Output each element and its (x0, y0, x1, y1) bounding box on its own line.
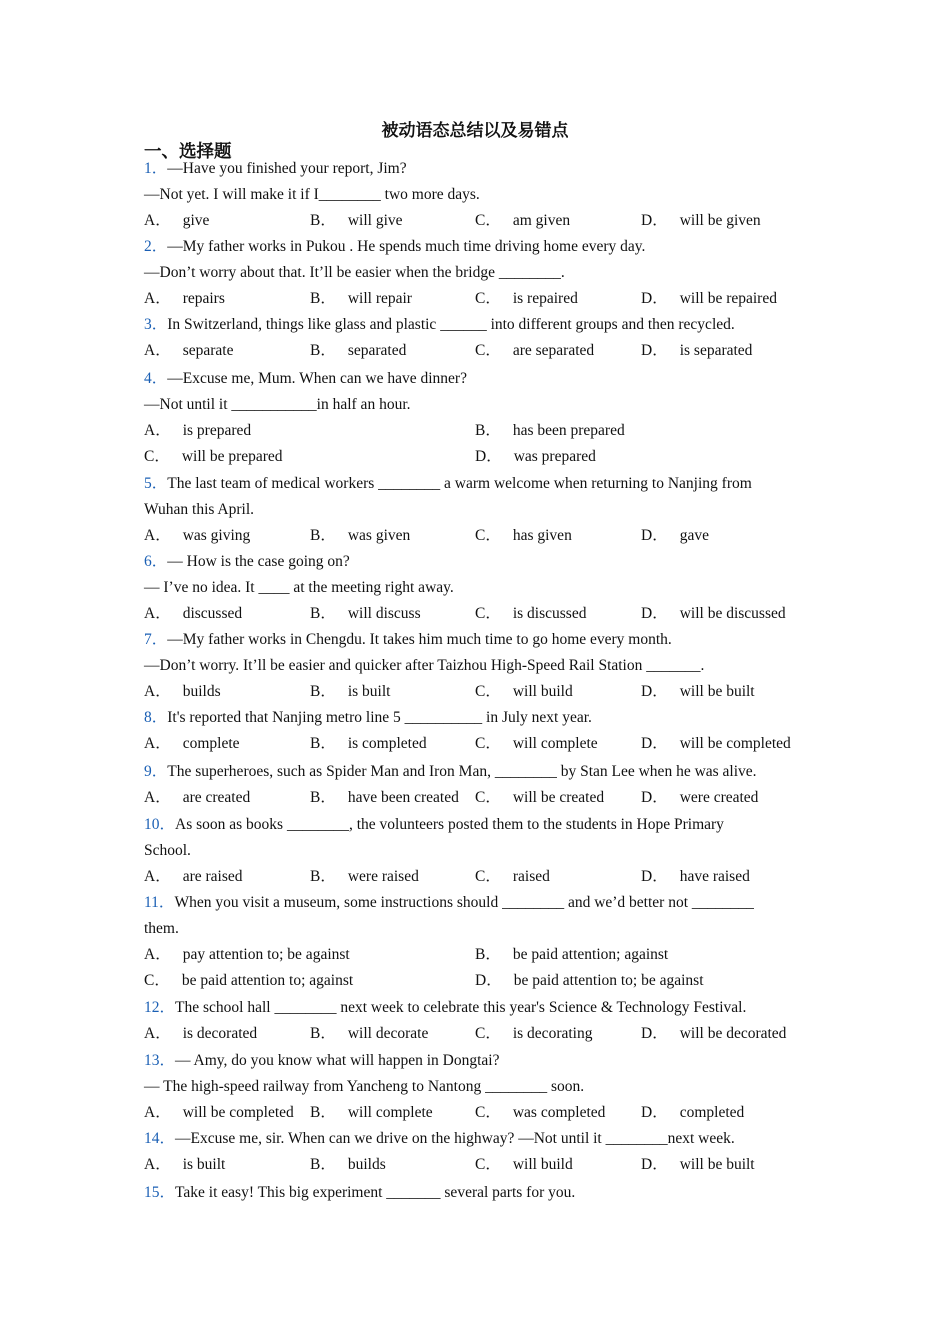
option-b[interactable] (475, 418, 625, 444)
option-text: be paid attention to; against (181, 972, 354, 989)
option-letter: D． (641, 290, 668, 307)
option-letter: D． (641, 1025, 668, 1042)
option-letter: A． (144, 735, 171, 752)
option-letter: B． (310, 683, 336, 700)
option-letter: C． (475, 342, 501, 359)
option-c[interactable] (475, 208, 570, 234)
option-b[interactable] (310, 1152, 386, 1178)
document-title: 被动语态总结以及易错点 (381, 121, 569, 141)
option-d[interactable] (641, 679, 755, 705)
question-number: 2． (144, 238, 168, 255)
question-text: In Switzerland, things like glass and plastic ______ into different groups and then recycled. (167, 316, 735, 333)
option-c[interactable] (475, 286, 578, 312)
option-b[interactable] (310, 1021, 428, 1047)
option-d[interactable] (641, 286, 777, 312)
option-letter: D． (641, 735, 668, 752)
question-text: — I’ve no idea. It ____ at the meeting right away. (144, 579, 454, 596)
question-number: 10． (144, 816, 176, 833)
question-1 (144, 156, 824, 234)
options-row (144, 679, 824, 705)
question-3 (144, 312, 824, 364)
option-text: will build (512, 1156, 573, 1173)
question-line (144, 497, 824, 523)
option-letter: B． (310, 290, 336, 307)
question-text: Wuhan this April. (144, 501, 255, 518)
question-14 (144, 1126, 824, 1178)
option-a[interactable] (144, 1152, 225, 1178)
question-text: — Amy, do you know what will happen in Dongtai? (175, 1052, 500, 1069)
option-letter: C． (475, 605, 501, 622)
option-text: separate (182, 342, 234, 359)
option-text: have been created (347, 789, 459, 806)
option-text: complete (182, 735, 240, 752)
question-line (144, 1180, 824, 1206)
option-b[interactable] (310, 286, 412, 312)
question-line (144, 1074, 824, 1100)
option-letter: C． (475, 683, 501, 700)
option-text: is decorated (182, 1025, 258, 1042)
option-text: give (182, 212, 210, 229)
option-letter: A． (144, 683, 171, 700)
question-13 (144, 1048, 824, 1126)
option-text: was completed (512, 1104, 606, 1121)
option-letter: A． (144, 1156, 171, 1173)
option-letter: D． (641, 342, 668, 359)
question-line (144, 653, 824, 679)
option-letter: B． (310, 605, 336, 622)
option-letter: B． (310, 868, 336, 885)
option-text: will be repaired (679, 290, 777, 307)
option-a[interactable] (144, 785, 250, 811)
option-letter: A． (144, 789, 171, 806)
option-text: gave (679, 527, 709, 544)
option-letter: A． (144, 605, 171, 622)
question-text: When you visit a museum, some instructions should ________ and we’d better not ________ (174, 894, 754, 911)
question-number: 6． (144, 553, 168, 570)
option-d[interactable] (475, 968, 704, 994)
question-number: 11． (144, 894, 175, 911)
option-text: will be given (679, 212, 761, 229)
option-a[interactable] (144, 1021, 257, 1047)
option-b[interactable] (475, 942, 668, 968)
option-text: has been prepared (512, 422, 625, 439)
option-letter: D． (641, 527, 668, 544)
options-row (144, 444, 824, 470)
option-text: be paid attention; against (512, 946, 669, 963)
question-line (144, 705, 824, 731)
option-text: will be decorated (679, 1025, 787, 1042)
option-letter: A． (144, 212, 171, 229)
question-line (144, 392, 824, 418)
options-row (144, 523, 824, 549)
option-letter: C． (475, 789, 501, 806)
option-a[interactable] (144, 679, 221, 705)
option-text: is completed (347, 735, 427, 752)
option-text: will give (347, 212, 403, 229)
option-letter: C． (475, 1104, 501, 1121)
options-row (144, 731, 824, 757)
question-line (144, 549, 824, 575)
section-heading: 一、选择题 (144, 142, 232, 162)
question-line (144, 890, 824, 916)
question-text: — How is the case going on? (167, 553, 350, 570)
option-c[interactable] (475, 864, 550, 890)
option-letter: D． (641, 1156, 668, 1173)
question-text: The last team of medical workers ________ a warm welcome when returning to Nanjing from (167, 475, 752, 492)
option-text: discussed (182, 605, 243, 622)
question-line (144, 916, 824, 942)
option-c[interactable] (475, 523, 572, 549)
question-number: 5． (144, 475, 168, 492)
question-text: The superheroes, such as Spider Man and Iron Man, ________ by Stan Lee when he was alive. (167, 763, 757, 780)
option-letter: C． (144, 972, 170, 989)
question-text: —Have you finished your report, Jim? (167, 160, 407, 177)
option-a[interactable] (144, 338, 233, 364)
option-letter: D． (475, 972, 502, 989)
option-text: is built (182, 1156, 226, 1173)
question-number: 4． (144, 370, 168, 387)
option-b[interactable] (310, 1100, 433, 1126)
question-text: —Don’t worry about that. It’ll be easier when the bridge ________. (144, 264, 565, 281)
question-5 (144, 471, 824, 549)
option-letter: A． (144, 422, 171, 439)
option-letter: A． (144, 527, 171, 544)
question-line (144, 1048, 824, 1074)
option-b[interactable] (310, 338, 406, 364)
option-letter: B． (310, 735, 336, 752)
option-text: be paid attention to; be against (513, 972, 704, 989)
option-letter: B． (310, 527, 336, 544)
question-10 (144, 812, 824, 890)
option-text: has given (512, 527, 572, 544)
option-text: will be built (679, 1156, 755, 1173)
question-text: The school hall ________ next week to celebrate this year's Science & Technology Festival. (175, 999, 747, 1016)
option-text: is separated (679, 342, 753, 359)
option-letter: B． (310, 789, 336, 806)
question-8 (144, 705, 824, 757)
option-d[interactable] (641, 523, 709, 549)
option-text: will be completed (679, 735, 791, 752)
option-letter: A． (144, 342, 171, 359)
question-text: Take it easy! This big experiment _______ several parts for you. (175, 1184, 576, 1201)
option-text: am given (512, 212, 571, 229)
question-line (144, 471, 824, 497)
option-letter: A． (144, 1104, 171, 1121)
options-row (144, 942, 824, 968)
option-d[interactable] (641, 208, 761, 234)
option-letter: B． (310, 1104, 336, 1121)
option-text: have raised (679, 868, 750, 885)
option-d[interactable] (641, 1021, 786, 1047)
option-letter: D． (475, 448, 502, 465)
question-line (144, 366, 824, 392)
question-text: —My father works in Pukou . He spends much time driving home every day. (167, 238, 646, 255)
options-row (144, 1152, 824, 1178)
option-letter: A． (144, 868, 171, 885)
option-d[interactable] (641, 1100, 744, 1126)
option-c[interactable] (475, 1152, 573, 1178)
option-text: will discuss (347, 605, 421, 622)
question-11 (144, 890, 824, 994)
option-a[interactable] (144, 601, 242, 627)
options-row (144, 785, 824, 811)
option-c[interactable] (475, 338, 594, 364)
option-b[interactable] (310, 679, 390, 705)
option-b[interactable] (310, 523, 410, 549)
option-c[interactable] (475, 601, 586, 627)
question-number: 8． (144, 709, 168, 726)
question-2 (144, 234, 824, 312)
option-a[interactable] (144, 942, 350, 968)
question-text: — The high-speed railway from Yancheng to Nantong ________ soon. (144, 1078, 585, 1095)
option-text: will decorate (347, 1025, 429, 1042)
option-a[interactable] (144, 418, 251, 444)
question-line (144, 812, 824, 838)
options-row (144, 208, 824, 234)
question-line (144, 627, 824, 653)
options-row (144, 418, 824, 444)
option-d[interactable] (641, 864, 750, 890)
option-letter: D． (641, 212, 668, 229)
option-d[interactable] (641, 1152, 755, 1178)
question-9 (144, 759, 824, 811)
question-number: 13． (144, 1052, 176, 1069)
options-row (144, 864, 824, 890)
option-text: will build (512, 683, 573, 700)
option-text: will be created (512, 789, 605, 806)
option-text: will be discussed (679, 605, 786, 622)
option-text: were created (679, 789, 759, 806)
options-row (144, 338, 824, 364)
option-text: pay attention to; be against (182, 946, 350, 963)
option-letter: A． (144, 1025, 171, 1042)
question-line (144, 312, 824, 338)
option-c[interactable] (144, 444, 283, 470)
option-letter: C． (475, 290, 501, 307)
option-text: will complete (512, 735, 598, 752)
option-letter: B． (475, 422, 501, 439)
question-line (144, 1126, 824, 1152)
option-text: is discussed (512, 605, 587, 622)
question-line (144, 182, 824, 208)
options-row (144, 1021, 824, 1047)
question-15 (144, 1180, 824, 1206)
option-d[interactable] (641, 731, 791, 757)
option-letter: A． (144, 290, 171, 307)
option-text: will be prepared (181, 448, 283, 465)
question-text: It's reported that Nanjing metro line 5 __________ in July next year. (167, 709, 592, 726)
option-d[interactable] (641, 785, 758, 811)
question-number: 12． (144, 999, 176, 1016)
option-letter: C． (475, 868, 501, 885)
question-text: —Not yet. I will make it if I________ two more days. (144, 186, 480, 203)
option-letter: B． (310, 1025, 336, 1042)
option-letter: D． (641, 789, 668, 806)
question-text: As soon as books ________, the volunteers posted them to the students in Hope Primary (175, 816, 724, 833)
option-text: is decorating (512, 1025, 593, 1042)
option-b[interactable] (310, 208, 403, 234)
question-text: —My father works in Chengdu. It takes him much time to go home every month. (167, 631, 672, 648)
option-c[interactable] (475, 1021, 592, 1047)
question-number: 14． (144, 1130, 176, 1147)
option-letter: A． (144, 946, 171, 963)
option-text: was prepared (513, 448, 596, 465)
question-4 (144, 366, 824, 470)
option-letter: D． (641, 683, 668, 700)
option-d[interactable] (641, 601, 786, 627)
option-c[interactable] (144, 968, 353, 994)
option-letter: C． (475, 527, 501, 544)
option-text: repairs (182, 290, 225, 307)
question-text: —Excuse me, Mum. When can we have dinner? (167, 370, 467, 387)
question-text: School. (144, 842, 191, 859)
option-c[interactable] (475, 785, 604, 811)
option-b[interactable] (310, 601, 421, 627)
option-a[interactable] (144, 286, 225, 312)
option-text: raised (512, 868, 550, 885)
option-text: were raised (347, 868, 419, 885)
question-text: —Don’t worry. It’ll be easier and quicker after Taizhou High-Speed Rail Station _______. (144, 657, 705, 674)
option-text: was given (347, 527, 411, 544)
question-number: 9． (144, 763, 168, 780)
option-letter: B． (310, 212, 336, 229)
option-text: separated (347, 342, 407, 359)
question-line (144, 995, 824, 1021)
option-letter: D． (641, 605, 668, 622)
option-text: are created (182, 789, 251, 806)
question-text: —Not until it ___________in half an hour. (144, 396, 411, 413)
question-number: 1． (144, 160, 168, 177)
question-line (144, 838, 824, 864)
question-line (144, 575, 824, 601)
question-line (144, 234, 824, 260)
option-text: completed (679, 1104, 745, 1121)
option-letter: C． (475, 735, 501, 752)
option-letter: C． (144, 448, 170, 465)
option-text: will be built (679, 683, 755, 700)
option-letter: D． (641, 868, 668, 885)
options-row (144, 286, 824, 312)
option-letter: B． (475, 946, 501, 963)
option-text: will be completed (182, 1104, 294, 1121)
option-text: builds (347, 1156, 386, 1173)
option-a[interactable] (144, 864, 243, 890)
option-a[interactable] (144, 523, 250, 549)
option-d[interactable] (641, 338, 752, 364)
question-line (144, 156, 824, 182)
option-text: will complete (347, 1104, 433, 1121)
option-letter: C． (475, 212, 501, 229)
option-text: will repair (347, 290, 412, 307)
option-a[interactable] (144, 1100, 294, 1126)
options-row (144, 601, 824, 627)
option-b[interactable] (310, 864, 419, 890)
question-6 (144, 549, 824, 627)
option-c[interactable] (475, 679, 573, 705)
option-a[interactable] (144, 731, 240, 757)
option-text: are separated (512, 342, 595, 359)
question-number: 15． (144, 1184, 176, 1201)
option-text: is built (347, 683, 391, 700)
option-text: was giving (182, 527, 251, 544)
option-c[interactable] (475, 1100, 605, 1126)
question-line (144, 759, 824, 785)
option-d[interactable] (475, 444, 596, 470)
option-letter: C． (475, 1156, 501, 1173)
question-text: —Excuse me, sir. When can we drive on the highway? —Not until it ________next week. (175, 1130, 735, 1147)
option-letter: C． (475, 1025, 501, 1042)
option-b[interactable] (310, 731, 427, 757)
option-text: is prepared (182, 422, 252, 439)
option-text: are raised (182, 868, 243, 885)
question-text: them. (144, 920, 179, 937)
option-text: builds (182, 683, 221, 700)
question-7 (144, 627, 824, 705)
option-a[interactable] (144, 208, 209, 234)
option-letter: B． (310, 1156, 336, 1173)
question-line (144, 260, 824, 286)
question-number: 3． (144, 316, 168, 333)
option-letter: B． (310, 342, 336, 359)
options-row (144, 1100, 824, 1126)
options-row (144, 968, 824, 994)
question-12 (144, 995, 824, 1047)
option-b[interactable] (310, 785, 459, 811)
question-number: 7． (144, 631, 168, 648)
option-c[interactable] (475, 731, 598, 757)
option-text: is repaired (512, 290, 578, 307)
option-letter: D． (641, 1104, 668, 1121)
